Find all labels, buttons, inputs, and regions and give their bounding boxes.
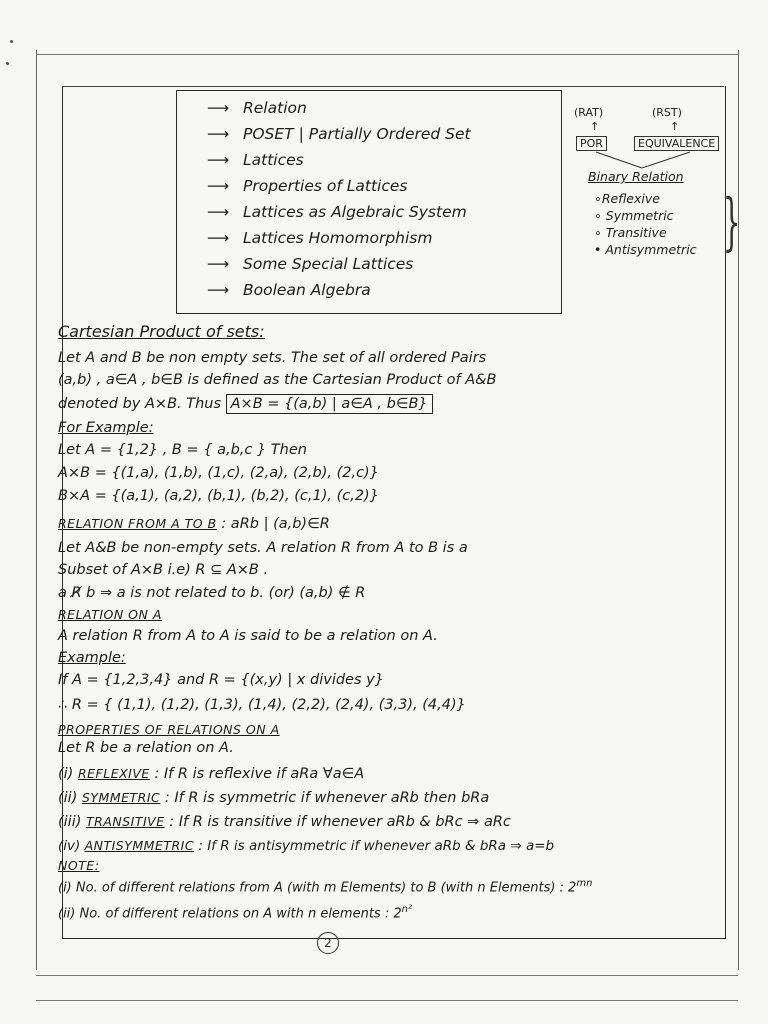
rat-label: (RAT) (574, 106, 604, 119)
property-row (58, 814, 511, 830)
note-exponent: mn (576, 878, 593, 889)
property-row (58, 838, 554, 854)
topic-item (207, 125, 471, 143)
topic-label: Lattices as Algebraic System (243, 203, 467, 221)
property-name: ANTISYMMETRIC (84, 838, 195, 853)
relation-heading: RELATION FROM A TO B (58, 516, 217, 531)
property-name: TRANSITIVE (86, 814, 165, 829)
arrow-icon: ⟶ (207, 281, 230, 299)
relation-on-a-example-heading: Example: (58, 650, 126, 666)
arrow-icon: ⟶ (207, 255, 230, 273)
relation-on-a-example: ∴ R = { (1,1), (1,2), (1,3), (1,4), (2,2), (2,4), (3,3), (4,4)} (58, 697, 466, 713)
property-number: (i) (58, 766, 74, 782)
arrow-icon: ⟶ (207, 99, 230, 117)
note-line (58, 904, 412, 921)
cartesian-line: Let A and B be non empty sets. The set of all ordered Pairs (58, 350, 487, 366)
relation-line: Let A&B be non-empty sets. A relation R from A to B is a (58, 540, 468, 556)
relation-line: a R̸ b ⇒ a is not related to b. (or) (a,b) ∉ R (58, 585, 366, 601)
binary-relation-label: Binary Relation (588, 169, 684, 184)
binary-relation-properties (594, 190, 697, 258)
note-line (58, 878, 592, 895)
bottom-outer-rule-2 (36, 1000, 738, 1001)
property-item: • Antisymmetric (594, 242, 697, 257)
por-box: POR (576, 136, 607, 151)
property-text: : If R is antisymmetric if whenever aRb & bRa ⇒ a=b (198, 838, 555, 854)
rst-label: (RST) (652, 106, 682, 119)
ink-speck (10, 40, 13, 43)
property-name: SYMMETRIC (81, 790, 161, 805)
property-item: ∘Reflexive (594, 191, 660, 206)
property-number: (iii) (58, 814, 82, 830)
topic-item (207, 229, 432, 247)
topics-box (176, 90, 562, 314)
property-text: : If R is reflexive if aRa ∀a∈A (154, 766, 365, 782)
property-item: ∘ Transitive (594, 225, 667, 240)
example-line: Let A = {1,2} , B = { a,b,c } Then (58, 442, 307, 458)
note-exponent: n² (401, 904, 412, 915)
property-item: ∘ Symmetric (594, 208, 674, 223)
curly-brace-icon: } (722, 185, 741, 258)
topic-label: Relation (243, 99, 307, 117)
properties-heading: PROPERTIES OF RELATIONS ON A (58, 722, 280, 737)
topic-label: Some Special Lattices (243, 255, 414, 273)
relation-heading-line (58, 516, 330, 532)
arrow-icon: ⟶ (207, 229, 230, 247)
note-text: (i) No. of different relations from A (with m Elements) to B (with n Elements) : 2 (58, 880, 577, 896)
example-line: A×B = {(1,a), (1,b), (1,c), (2,a), (2,b), (2,c)} (58, 465, 379, 481)
relation-heading-tail: : aRb | (a,b)∈R (221, 516, 330, 532)
property-name: REFLEXIVE (77, 766, 150, 781)
properties-intro: Let R be a relation on A. (58, 740, 234, 756)
bottom-outer-rule-1 (36, 975, 738, 976)
arrow-icon: ⟶ (207, 151, 230, 169)
relation-on-a-line: A relation R from A to A is said to be a relation on A. (58, 628, 438, 644)
topic-item (207, 99, 307, 117)
page-number: 2 (317, 932, 339, 954)
ink-speck (6, 62, 9, 65)
topic-label: Lattices Homomorphism (243, 229, 433, 247)
property-row (58, 766, 364, 782)
top-outer-rule (36, 54, 738, 55)
property-number: (iv) (58, 838, 81, 854)
example-line: B×A = {(a,1), (a,2), (b,1), (b,2), (c,1), (c,2)} (58, 488, 379, 504)
cartesian-line (58, 396, 433, 412)
arrow-icon: ⟶ (207, 125, 230, 143)
relation-line: Subset of A×B i.e) R ⊆ A×B . (58, 562, 269, 578)
topic-label: Properties of Lattices (243, 177, 408, 195)
topic-item (207, 203, 467, 221)
arrow-icon: ⟶ (207, 177, 230, 195)
property-text: : If R is symmetric if whenever aRb then bRa (164, 790, 490, 806)
up-arrow-icon: ↑ (670, 120, 680, 133)
note-heading: NOTE: (58, 858, 100, 873)
property-number: (ii) (58, 790, 78, 806)
topic-item (207, 151, 304, 169)
relation-on-a-example: If A = {1,2,3,4} and R = {(x,y) | x divides y} (58, 672, 384, 688)
arrow-icon: ⟶ (207, 203, 230, 221)
property-text: : If R is transitive if whenever aRb & bRc ⇒ aRc (169, 814, 511, 830)
topic-item (207, 255, 413, 273)
topic-item (207, 281, 371, 299)
up-arrow-icon: ↑ (590, 120, 600, 133)
cartesian-line: (a,b) , a∈A , b∈B is defined as the Cartesian Product of A&B (58, 372, 497, 388)
topic-label: Lattices (243, 151, 304, 169)
topic-label: POSET | Partially Ordered Set (243, 125, 471, 143)
property-row (58, 790, 489, 806)
note-text: (ii) No. of different relations on A with n elements : 2 (58, 906, 402, 922)
branch-lines (590, 150, 720, 170)
topic-item (207, 177, 407, 195)
example-heading: For Example: (58, 420, 154, 436)
equivalence-box: EQUIVALENCE (634, 136, 719, 151)
relation-on-a-heading: RELATION ON A (58, 607, 162, 622)
cartesian-formula: A×B = {(a,b) | a∈A , b∈B} (226, 394, 433, 414)
left-margin-line (36, 50, 37, 970)
cartesian-heading: Cartesian Product of sets: (58, 322, 265, 341)
topic-label: Boolean Algebra (243, 281, 371, 299)
cartesian-text: denoted by A×B. Thus (58, 396, 222, 412)
